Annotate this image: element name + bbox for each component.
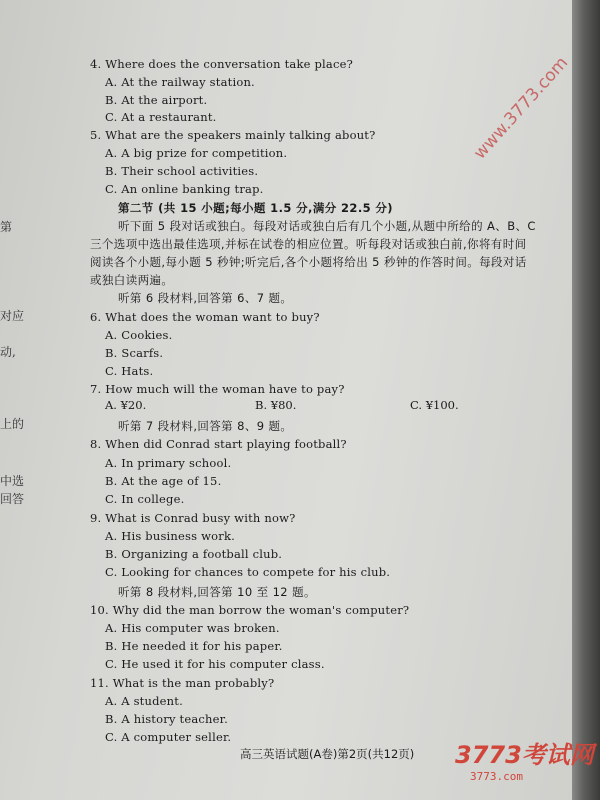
question-10: 10. Why did the man borrow the woman's computer? [90,603,410,617]
question-8: 8. When did Conrad start playing football? [90,437,347,451]
question-9: 9. What is Conrad busy with now? [90,511,296,525]
option: C. He used it for his computer class. [105,657,325,671]
option: A. Cookies. [105,328,173,342]
instruction-line: 或独白读两遍。 [90,273,174,287]
option: B. ¥80. [255,398,297,412]
option: C. A computer seller. [105,730,232,744]
option: C. Looking for chances to compete for his club. [105,565,391,579]
page-footer: 高三英语试题(A卷)第2页(共12页) [240,747,415,761]
option: A. At the railway station. [105,75,255,89]
margin-fragment: 中选 [0,474,25,488]
option: B. Organizing a football club. [105,547,283,561]
instruction-line: 阅读各个小题,每小题 5 秒钟;听完后,各个小题将给出 5 秒钟的作答时间。每段对话 [90,255,527,269]
option: C. Hats. [105,364,154,378]
margin-fragment: 对应 [0,309,25,323]
option: C. ¥100. [410,398,459,412]
margin-fragment: 第 [0,220,13,234]
option: B. At the airport. [105,93,208,107]
watermark-url: www.3773.com [470,52,573,164]
page-binding-shadow [572,0,600,800]
option-row [105,398,505,414]
margin-fragment: 动, [0,345,16,359]
question-7: 7. How much will the woman have to pay? [90,382,345,396]
question-5: 5. What are the speakers mainly talking about? [90,128,376,142]
option: C. In college. [105,492,185,506]
question-4: 4. Where does the conversation take place? [90,57,353,71]
option: A. His business work. [105,529,235,543]
margin-fragment: 回答 [0,492,25,506]
option: B. Their school activities. [105,164,259,178]
option: A. A student. [105,694,183,708]
site-logo: 3773考试网 [455,741,594,769]
option: B. A history teacher. [105,712,228,726]
margin-fragment: 上的 [0,417,25,431]
option: A. In primary school. [105,456,232,470]
material-note: 听第 6 段材料,回答第 6、7 题。 [118,291,293,305]
option: B. He needed it for his paper. [105,639,283,653]
section-heading: 第二节 (共 15 小题;每小题 1.5 分,满分 22.5 分) [118,201,393,215]
option: B. At the age of 15. [105,474,222,488]
instruction-line: 三个选项中选出最佳选项,并标在试卷的相应位置。听每段对话或独白前,你将有时间 [90,237,527,251]
option: C. At a restaurant. [105,110,217,124]
option: B. Scarfs. [105,346,164,360]
question-6: 6. What does the woman want to buy? [90,310,320,324]
option: A. A big prize for competition. [105,146,288,160]
option: A. His computer was broken. [105,621,280,635]
site-logo-url: 3773.com [470,770,523,783]
question-11: 11. What is the man probably? [90,676,275,690]
material-note: 听第 7 段材料,回答第 8、9 题。 [118,419,293,433]
option: A. ¥20. [105,398,147,412]
option: C. An online banking trap. [105,182,264,196]
instruction-line: 听下面 5 段对话或独白。每段对话或独白后有几个小题,从题中所给的 A、B、C [118,219,536,233]
material-note: 听第 8 段材料,回答第 10 至 12 题。 [118,585,316,599]
